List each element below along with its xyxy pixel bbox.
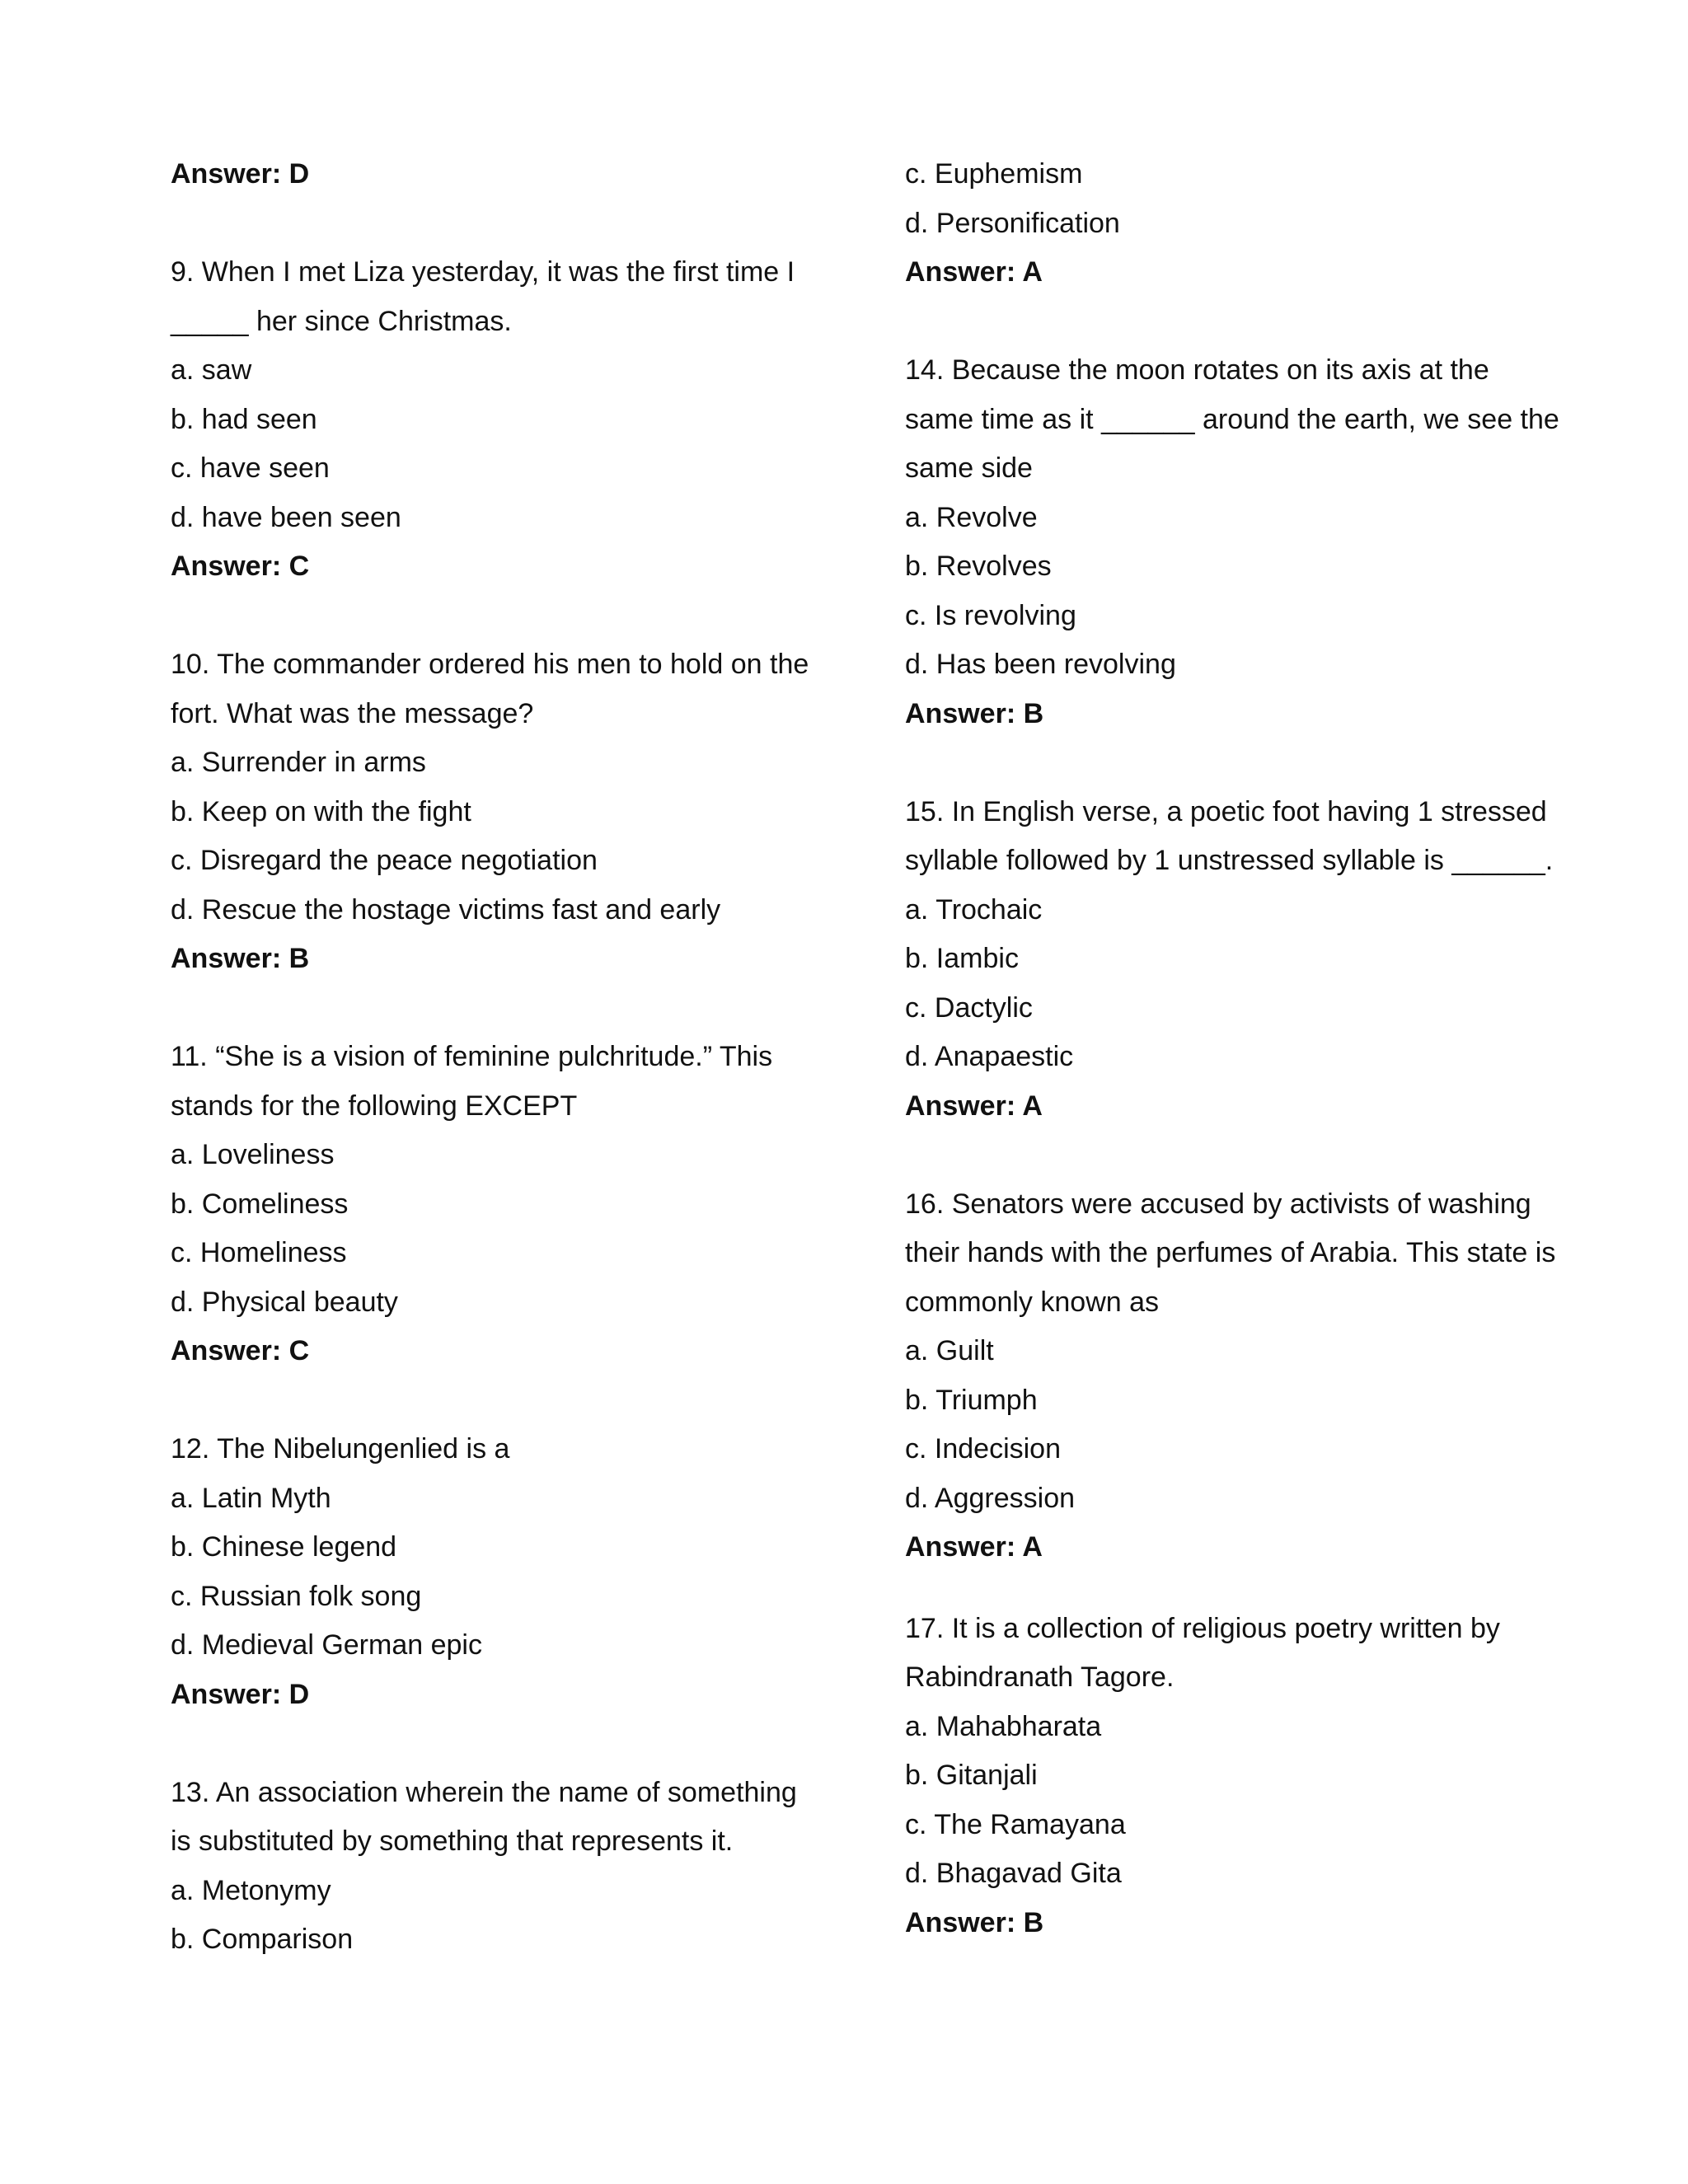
question-text: commonly known as [905,1286,1160,1318]
option-b: b. Iambic [905,943,1019,974]
option-b: b. Comeliness [171,1188,349,1220]
option-a: a. saw [171,354,252,386]
answer: Answer: C [171,551,310,582]
option-a: a. Revolve [905,501,1038,533]
question-12 [171,1425,814,1719]
answer-q8: Answer: D [171,158,310,190]
question-text: same time as it ______ around the earth, we see the [905,403,1559,435]
question-text: 15. In English verse, a poetic foot having 1 stressed [905,795,1547,827]
option-c: c. Russian folk song [171,1580,422,1612]
question-15 [905,788,1554,1132]
answer: Answer: B [905,697,1044,729]
option-c: c. Is revolving [905,599,1076,631]
question-16 [905,1180,1556,1572]
question-text: 17. It is a collection of religious poetry written by [905,1612,1500,1644]
answer: Answer: B [905,1906,1044,1938]
answer: Answer: D [171,1678,310,1710]
question-14 [905,346,1559,738]
question-text: 14. Because the moon rotates on its axis at the [905,354,1489,386]
option-c: c. Indecision [905,1433,1061,1465]
option-c: c. Disregard the peace negotiation [171,845,598,876]
question-17 [905,1605,1548,1948]
option-a: a. Mahabharata [905,1710,1102,1742]
question-13-continued [905,150,1548,298]
answer: Answer: A [905,1531,1043,1563]
option-a: a. Surrender in arms [171,747,426,778]
question-text: 13. An association wherein the name of something [171,1776,797,1808]
question-text: _____ her since Christmas. [171,305,512,337]
answer: Answer: B [171,943,310,974]
question-text: 9. When I met Liza yesterday, it was the first time I [171,256,795,288]
question-text: 10. The commander ordered his men to hold on the [171,649,809,680]
option-c: c. Dactylic [905,991,1033,1024]
question-text: syllable followed by 1 unstressed syllable is ______. [905,845,1554,876]
option-d: d. Bhagavad Gita [905,1858,1122,1889]
question-9 [171,248,814,592]
question-13 [171,1769,814,1965]
question-11 [171,1033,814,1376]
option-d: d. Has been revolving [905,649,1176,680]
option-c: c. Homeliness [171,1237,347,1268]
answer: Answer: A [905,256,1043,288]
option-b: b. Keep on with the fight [171,795,471,827]
option-b: b. Triumph [905,1384,1038,1416]
right-column [905,150,1559,1947]
option-b: b. Revolves [905,551,1052,582]
option-b: b. Chinese legend [171,1531,397,1563]
option-b: b. had seen [171,403,317,435]
question-text: Rabindranath Tagore. [905,1661,1175,1693]
option-c: c. Euphemism [905,158,1083,190]
question-text: their hands with the perfumes of Arabia. This state is [905,1237,1556,1268]
question-text: 11. “She is a vision of feminine pulchritude.” This [171,1041,773,1072]
option-d: d. Rescue the hostage victims fast and early [171,893,721,926]
left-column [171,150,814,1965]
question-text: is substituted by something that represents it. [171,1825,734,1857]
option-a: a. Metonymy [171,1874,331,1906]
question-text: stands for the following EXCEPT [171,1090,578,1122]
option-a: a. Latin Myth [171,1482,331,1514]
question-text: same side [905,452,1033,484]
question-10 [171,640,814,984]
option-a: a. Guilt [905,1335,994,1366]
option-d: d. Aggression [905,1482,1076,1514]
option-c: c. The Ramayana [905,1808,1126,1840]
question-text: fort. What was the message? [171,697,534,729]
option-b: b. Comparison [171,1924,354,1955]
option-d: d. Medieval German epic [171,1629,482,1661]
option-a: a. Loveliness [171,1139,335,1170]
option-d: d. have been seen [171,501,401,533]
option-b: b. Gitanjali [905,1760,1038,1791]
answer: Answer: C [171,1335,310,1366]
option-d: d. Personification [905,207,1120,239]
question-text: 12. The Nibelungenlied is a [171,1433,510,1465]
question-text: 16. Senators were accused by activists of washing [905,1188,1531,1220]
option-d: d. Anapaestic [905,1041,1074,1072]
option-d: d. Physical beauty [171,1286,398,1318]
answer: Answer: A [905,1090,1043,1122]
option-c: c. have seen [171,452,330,484]
option-a: a. Trochaic [905,893,1043,926]
